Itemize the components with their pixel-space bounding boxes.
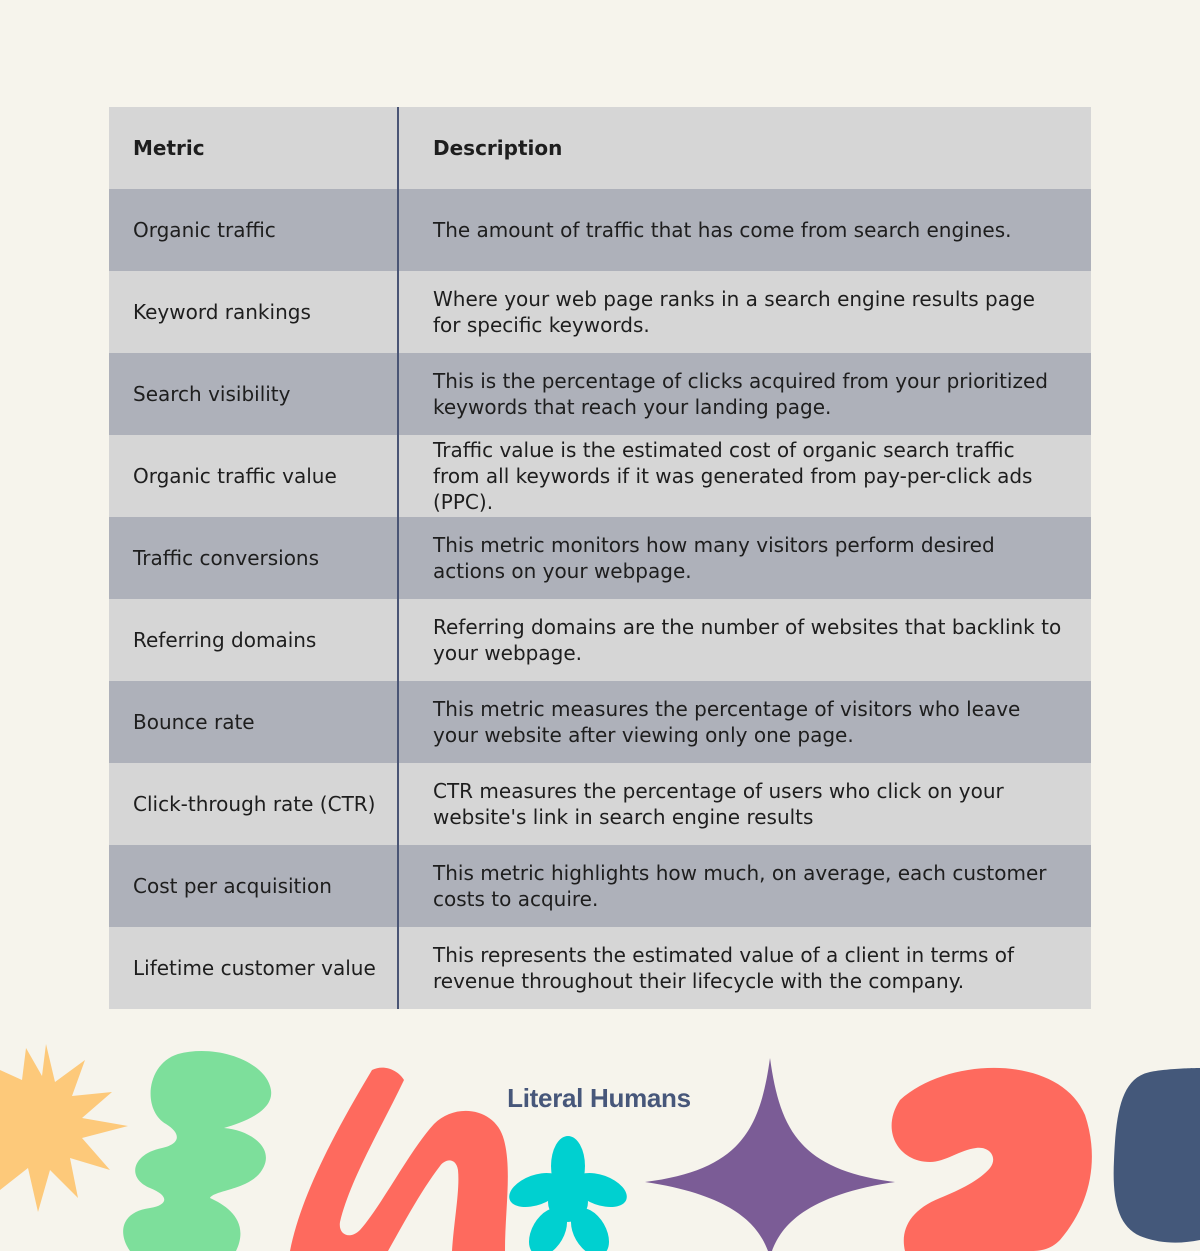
metric-cell: Traffic conversions [109,517,399,599]
description-cell: This represents the estimated value of a client in terms of revenue throughout their lifecycle with the company. [433,943,1015,993]
metric-cell: Bounce rate [109,681,399,763]
header-metric: Metric [109,107,399,189]
description-cell: This metric measures the percentage of visitors who leave your website after viewing only one page. [433,697,1021,747]
metric-cell: Lifetime customer value [109,927,399,1009]
metrics-table [109,107,1091,1009]
description-cell: Traffic value is the estimated cost of organic search traffic from all keywords if it was generated from pay-per-click ads (PPC). [433,438,1033,514]
table-row [109,517,1091,599]
yellow-starburst-icon [0,1044,128,1212]
table-row [109,435,1091,517]
description-cell: Where your web page ranks in a search engine results page for specific keywords. [433,287,1035,337]
metric-cell: Organic traffic value [109,435,399,517]
description-cell: CTR measures the percentage of users who click on your website's link in search engine results [433,779,1004,829]
decorative-shapes [0,1030,1200,1251]
table-row [109,845,1091,927]
table-header-row [109,107,1091,189]
table-row [109,599,1091,681]
table-row [109,271,1091,353]
brand-logo: Literal Humans [507,1083,691,1113]
description-cell: The amount of traffic that has come from search engines. [433,218,1012,242]
table-row [109,189,1091,271]
metric-cell: Cost per acquisition [109,845,399,927]
table-row [109,353,1091,435]
table-row [109,927,1091,1009]
cyan-flower-icon [505,1136,632,1251]
description-cell: This metric monitors how many visitors perform desired actions on your webpage. [433,533,995,583]
description-cell: This metric highlights how much, on average, each customer costs to acquire. [433,861,1047,911]
table-row [109,681,1091,763]
description-cell: This is the percentage of clicks acquired from your prioritized keywords that reach your landing page. [433,369,1048,419]
metric-cell: Referring domains [109,599,399,681]
table-row [109,763,1091,845]
metric-cell: Organic traffic [109,189,399,271]
metric-cell: Keyword rankings [109,271,399,353]
green-squiggle-icon [123,1051,271,1251]
metric-cell: Click-through rate (CTR) [109,763,399,845]
header-description: Description [433,136,563,160]
metric-cell: Search visibility [109,353,399,435]
description-cell: Referring domains are the number of websites that backlink to your webpage. [433,615,1062,665]
